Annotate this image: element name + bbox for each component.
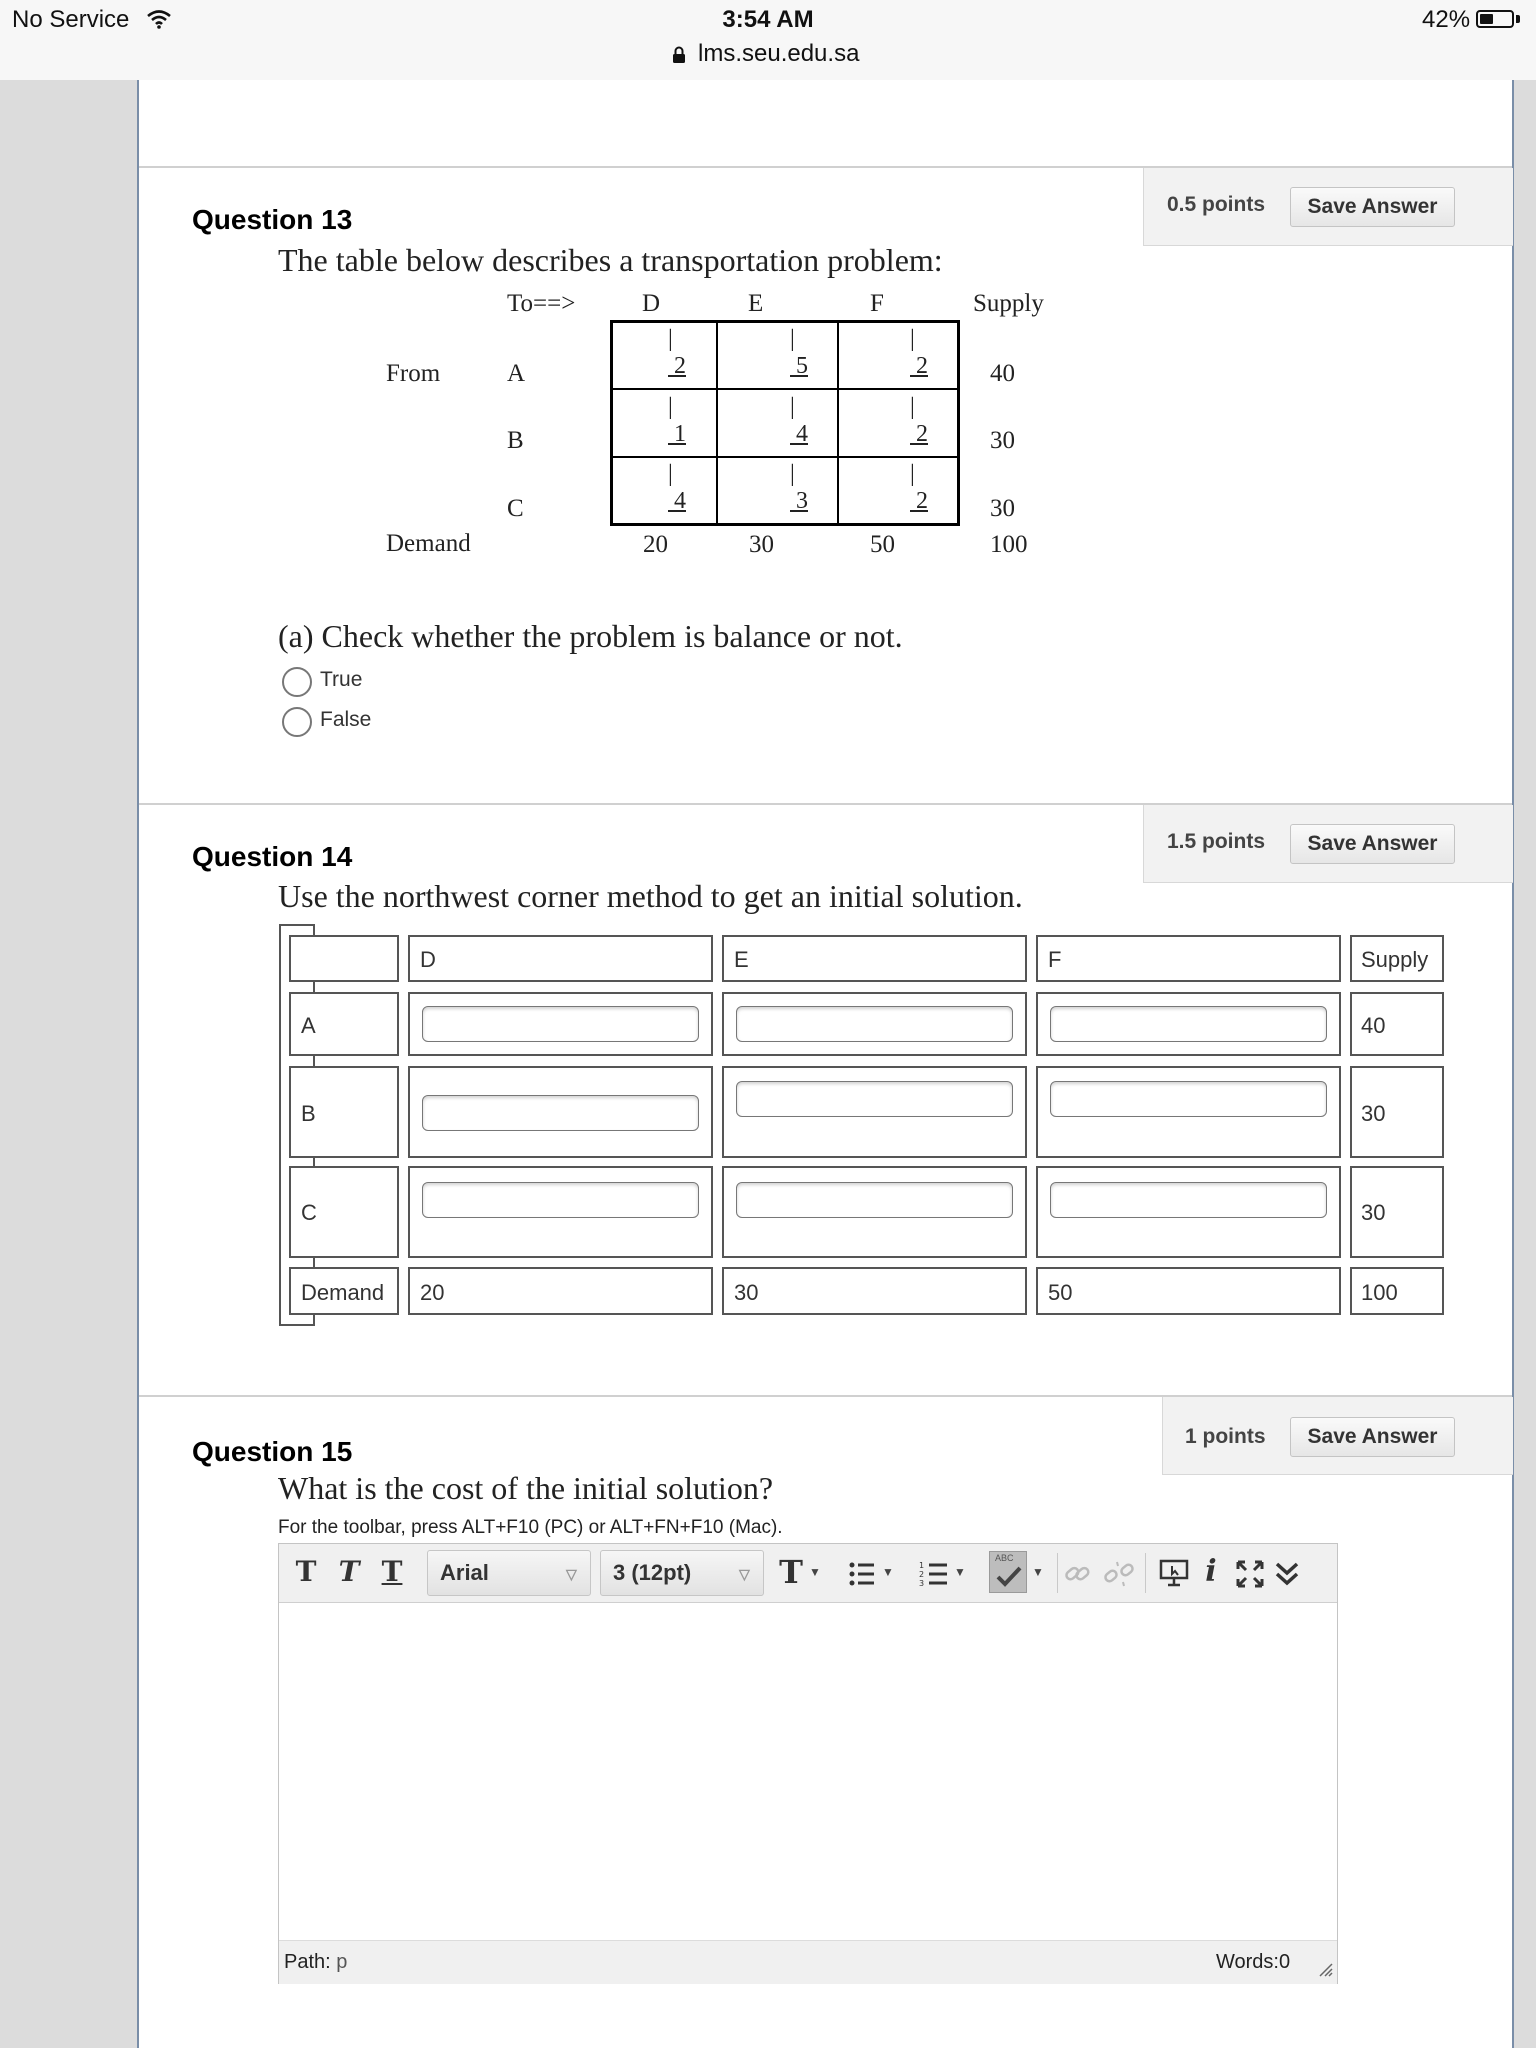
font-family-select[interactable]	[427, 1550, 591, 1596]
cost-b-e: | 4	[790, 394, 808, 447]
row-label-text: C	[301, 1200, 317, 1225]
editor-text-area[interactable]	[279, 1603, 1337, 1939]
grid-cell-a-f	[1036, 992, 1341, 1056]
caret-down-icon[interactable]: ▼	[809, 1565, 821, 1579]
grid-cell-b-d	[408, 1066, 713, 1158]
save-answer-button-q15[interactable]: Save Answer	[1290, 1417, 1455, 1457]
cost-a-d: | 2	[668, 326, 686, 379]
points-label: 1.5 points	[1167, 830, 1266, 853]
header-text: D	[420, 947, 436, 972]
question-14-prompt: Use the northwest corner method to get an initial solution.	[278, 878, 1023, 914]
question-13-prompt: The table below describes a transportation problem:	[278, 242, 943, 278]
grid-row-label-c	[289, 1166, 399, 1258]
grid-line	[716, 320, 718, 526]
cost-a-e: | 5	[790, 326, 808, 379]
to-label: To==>	[507, 290, 576, 317]
row-label-c: C	[507, 495, 524, 522]
grid-header-e	[722, 935, 1027, 982]
from-label: From	[386, 360, 441, 387]
grid-cell-c-d	[408, 1166, 713, 1258]
underline-icon[interactable]: T	[381, 1555, 403, 1588]
grid-demand-total	[1350, 1267, 1444, 1315]
grid-row-label-a	[289, 992, 399, 1056]
cost-value: 1	[674, 421, 686, 447]
grid-line	[610, 388, 960, 390]
editor-toolbar	[279, 1544, 1337, 1603]
cost-value: 2	[916, 421, 928, 447]
radio-true[interactable]	[282, 667, 312, 697]
grid-header-d	[408, 935, 713, 982]
answer-input-c-d[interactable]	[422, 1182, 699, 1218]
supply-c: 30	[990, 495, 1015, 522]
question-14-points-panel	[1143, 805, 1513, 883]
page-background-left	[0, 80, 137, 2048]
supply-text: 30	[1361, 1101, 1386, 1126]
caret-down-icon[interactable]: ▼	[954, 1565, 966, 1579]
svg-text:3: 3	[919, 1579, 925, 1588]
points-label: 0.5 points	[1167, 193, 1266, 216]
demand-label: Demand	[386, 530, 471, 557]
link-icon[interactable]	[1063, 1560, 1093, 1588]
grid-cell-b-f	[1036, 1066, 1341, 1158]
grid-cell-c-e	[722, 1166, 1027, 1258]
question-13-title: Question 13	[192, 204, 353, 235]
grid-corner-cell	[289, 935, 399, 982]
grid-line	[837, 320, 839, 526]
header-text: F	[1048, 947, 1062, 972]
supply-header: Supply	[973, 290, 1044, 317]
page-background-right	[1512, 80, 1536, 2048]
question-14-title: Question 14	[192, 841, 353, 872]
url-label[interactable]: lms.seu.edu.sa	[698, 40, 860, 67]
supply-a: 40	[990, 360, 1015, 387]
cost-b-d: | 1	[668, 394, 686, 447]
column-header-e: E	[748, 290, 764, 317]
question-15-prompt: What is the cost of the initial solution?	[278, 1470, 774, 1506]
save-answer-button-q13[interactable]: Save Answer	[1290, 187, 1455, 227]
insert-media-icon[interactable]	[1159, 1558, 1189, 1588]
toolbar-separator	[1145, 1553, 1146, 1593]
demand-text: 50	[1048, 1280, 1073, 1305]
question-13-points-panel	[1143, 168, 1513, 246]
row-label-a: A	[507, 360, 526, 387]
header-text: E	[734, 947, 749, 972]
path-value: p	[336, 1951, 348, 1973]
cost-grid-border	[610, 320, 960, 526]
bold-icon[interactable]: T	[295, 1555, 317, 1588]
rich-text-editor	[278, 1543, 1338, 1984]
battery-tip	[1516, 15, 1520, 23]
battery-icon	[1476, 10, 1514, 28]
cost-value: 2	[674, 353, 686, 379]
lock-icon	[672, 46, 686, 64]
answer-input-b-d[interactable]	[422, 1095, 699, 1131]
text-color-icon[interactable]: T	[779, 1553, 803, 1591]
row-label-b: B	[507, 427, 524, 454]
toolbar-separator	[1057, 1553, 1058, 1593]
grid-demand-d	[408, 1267, 713, 1315]
word-count: Words:0	[1216, 1951, 1291, 1973]
info-icon[interactable]: i	[1205, 1554, 1217, 1589]
demand-label-text: Demand	[301, 1280, 385, 1305]
battery-percent: 42%	[1422, 6, 1471, 33]
answer-input-b-f[interactable]	[1050, 1081, 1327, 1117]
option-true-label[interactable]: True	[320, 668, 363, 691]
grid-header-f	[1036, 935, 1341, 982]
wifi-icon	[146, 9, 172, 29]
unlink-icon[interactable]	[1103, 1560, 1137, 1588]
caret-down-icon[interactable]: ▼	[1032, 1565, 1044, 1579]
demand-f: 50	[870, 531, 895, 558]
grid-demand-e	[722, 1267, 1027, 1315]
resize-handle-icon[interactable]	[1317, 1961, 1333, 1977]
bullet-list-icon[interactable]	[848, 1560, 876, 1588]
svg-text:2: 2	[919, 1570, 925, 1579]
spellcheck-icon[interactable]	[989, 1551, 1027, 1593]
grid-cell-a-e	[722, 992, 1027, 1056]
row-label-text: A	[301, 1013, 316, 1038]
grid-header-supply	[1350, 935, 1444, 982]
cost-value: 5	[796, 353, 808, 379]
answer-input-c-e[interactable]	[736, 1182, 1013, 1218]
battery-fill	[1480, 14, 1493, 24]
answer-input-a-e[interactable]	[736, 1006, 1013, 1042]
points-label: 1 points	[1185, 1425, 1266, 1448]
check-mark	[996, 1565, 1022, 1589]
numbered-list-icon[interactable]	[919, 1560, 949, 1588]
clock: 3:54 AM	[722, 6, 814, 33]
question-15-title: Question 15	[192, 1436, 353, 1467]
save-answer-button-q14[interactable]: Save Answer	[1290, 824, 1455, 864]
cost-c-d: | 4	[668, 461, 686, 514]
grid-cell-a-d	[408, 992, 713, 1056]
column-header-f: F	[870, 290, 884, 317]
editor-status-bar	[279, 1940, 1337, 1984]
grid-supply-b	[1350, 1066, 1444, 1158]
svg-text:1: 1	[919, 1561, 925, 1570]
fullscreen-icon[interactable]	[1235, 1559, 1265, 1589]
cost-value: 4	[674, 488, 686, 514]
spellcheck-label: ABC	[995, 1553, 1014, 1563]
demand-e: 30	[749, 531, 774, 558]
grid-demand-f	[1036, 1267, 1341, 1315]
cost-value: 2	[916, 488, 928, 514]
question-15-points-panel	[1162, 1397, 1513, 1475]
demand-text: 100	[1361, 1280, 1398, 1305]
demand-d: 20	[643, 531, 668, 558]
status-bar	[0, 0, 1536, 81]
grid-row-label-b	[289, 1066, 399, 1158]
double-chevron-down-icon[interactable]	[1273, 1559, 1301, 1589]
demand-text: 20	[420, 1280, 445, 1305]
cost-value: 2	[916, 353, 928, 379]
path-label	[284, 1951, 347, 1974]
option-false-label[interactable]: False	[320, 708, 372, 731]
path-label-text: Path:	[284, 1951, 331, 1973]
toolbar-hint: For the toolbar, press ALT+F10 (PC) or ALT+FN+F10 (Mac).	[278, 1517, 783, 1538]
grid-cell-c-f	[1036, 1166, 1341, 1258]
supply-b: 30	[990, 427, 1015, 454]
italic-icon[interactable]: T	[338, 1555, 360, 1588]
grid-demand-label	[289, 1267, 399, 1315]
font-family-value: Arial	[440, 1560, 489, 1585]
caret-down-icon[interactable]: ▼	[882, 1565, 894, 1579]
answer-input-c-f[interactable]	[1050, 1182, 1327, 1218]
demand-total: 100	[990, 531, 1028, 558]
supply-text: 30	[1361, 1200, 1386, 1225]
font-size-select[interactable]	[600, 1550, 764, 1596]
grid-line	[610, 456, 960, 458]
grid-cell-b-e	[722, 1066, 1027, 1158]
chevron-down-icon: ▽	[566, 1566, 577, 1582]
radio-false[interactable]	[282, 707, 312, 737]
question-13-sub-question: (a) Check whether the problem is balance or not.	[278, 618, 903, 654]
grid-supply-a	[1350, 992, 1444, 1056]
answer-input-a-f[interactable]	[1050, 1006, 1327, 1042]
answer-input-b-e[interactable]	[736, 1081, 1013, 1117]
cost-c-f: | 2	[910, 461, 928, 514]
cost-b-f: | 2	[910, 394, 928, 447]
answer-input-a-d[interactable]	[422, 1006, 699, 1042]
carrier-label: No Service	[12, 6, 130, 33]
cost-a-f: | 2	[910, 326, 928, 379]
header-text: Supply	[1361, 947, 1429, 972]
supply-text: 40	[1361, 1013, 1386, 1038]
cost-value: 3	[796, 488, 808, 514]
cost-value: 4	[796, 421, 808, 447]
grid-supply-c	[1350, 1166, 1444, 1258]
chevron-down-icon: ▽	[739, 1566, 750, 1582]
cost-c-e: | 3	[790, 461, 808, 514]
row-label-text: B	[301, 1101, 316, 1126]
column-header-d: D	[642, 290, 661, 317]
font-size-value: 3 (12pt)	[613, 1560, 692, 1585]
demand-text: 30	[734, 1280, 759, 1305]
